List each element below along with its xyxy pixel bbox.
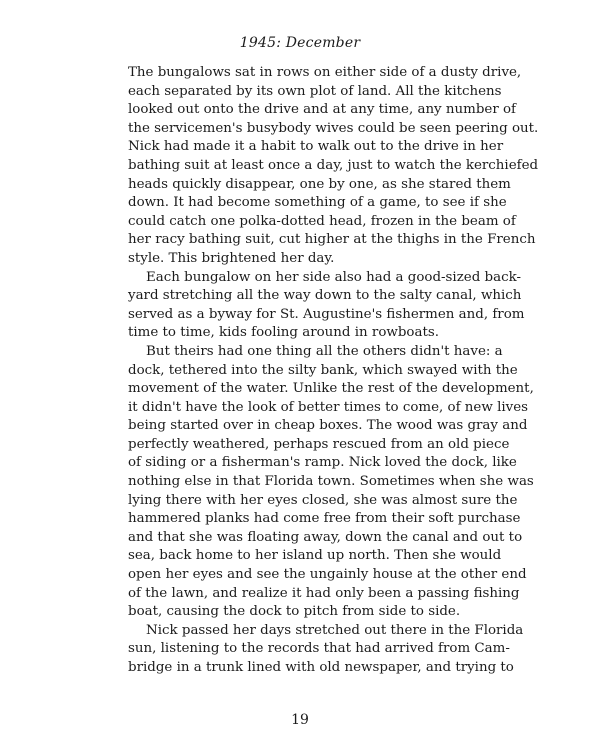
- paragraph: [128, 622, 524, 678]
- text-line: served as a byway for St. Augustine's fishermen and, from: [128, 306, 525, 322]
- text-line: it didn't have the look of better times to come, of new lives: [128, 399, 528, 415]
- page-number: 19: [291, 712, 309, 728]
- text-line: of siding or a fisherman's ramp. Nick loved the dock, like: [128, 455, 517, 471]
- text-line: looked out onto the drive and at any time, any number of: [128, 102, 517, 118]
- paragraph: [128, 64, 539, 269]
- text-line: The bungalows sat in rows on either side of a dusty drive,: [128, 65, 522, 80]
- text-line: sun, listening to the records that had arrived from Cam-: [128, 641, 510, 657]
- text-line: the servicemen's busybody wives could be seen peering out.: [128, 120, 539, 136]
- paragraph: [128, 269, 525, 343]
- body-text: [128, 64, 539, 678]
- text-line: being started over in cheap boxes. The wood was gray and: [128, 418, 528, 434]
- text-line: boat, causing the dock to pitch from side to side.: [128, 604, 461, 620]
- text-line: dock, tethered into the silty bank, which swayed with the: [128, 362, 518, 378]
- text-line: time to time, kids fooling around in rowboats.: [128, 325, 439, 341]
- text-line: open her eyes and see the ungainly house at the other end: [128, 567, 527, 583]
- text-line: Nick had made it a habit to walk out to the drive in her: [128, 139, 504, 155]
- text-line: heads quickly disappear, one by one, as she stared them: [128, 176, 511, 192]
- text-line: each separated by its own plot of land. All the kitchens: [128, 83, 502, 99]
- text-line: of the lawn, and realize it had only been a passing fishing: [128, 585, 520, 601]
- text-line: and that she was floating away, down the canal and out to: [128, 529, 523, 545]
- text-line: Each bungalow on her side also had a good-sized back-: [146, 269, 521, 285]
- text-line: bridge in a trunk lined with old newspaper, and trying to: [128, 660, 514, 675]
- text-line: movement of the water. Unlike the rest of the development,: [128, 381, 534, 397]
- text-line: lying there with her eyes closed, she was almost sure the: [128, 492, 518, 508]
- text-line: could catch one polka-dotted head, frozen in the beam of: [128, 213, 516, 229]
- text-line: down. It had become something of a game, to see if she: [128, 195, 507, 211]
- text-line: nothing else in that Florida town. Sometimes when she was: [128, 474, 534, 490]
- text-line: sea, back home to her island up north. Then she would: [128, 548, 502, 564]
- text-line: yard stretching all the way down to the salty canal, which: [128, 288, 522, 304]
- text-line: Nick passed her days stretched out there in the Florida: [146, 622, 524, 638]
- running-header: 1945: December: [239, 35, 361, 51]
- paragraph: [128, 343, 534, 622]
- text-line: hammered planks had come free from their soft purchase: [128, 511, 521, 527]
- text-line: perfectly weathered, perhaps rescued from an old piece: [128, 436, 510, 452]
- text-line: style. This brightened her day.: [128, 250, 335, 266]
- text-line: her racy bathing suit, cut higher at the thighs in the French: [128, 232, 536, 248]
- text-line: bathing suit at least once a day, just to watch the kerchiefed: [128, 157, 539, 173]
- text-line: But theirs had one thing all the others didn't have: a: [146, 343, 503, 359]
